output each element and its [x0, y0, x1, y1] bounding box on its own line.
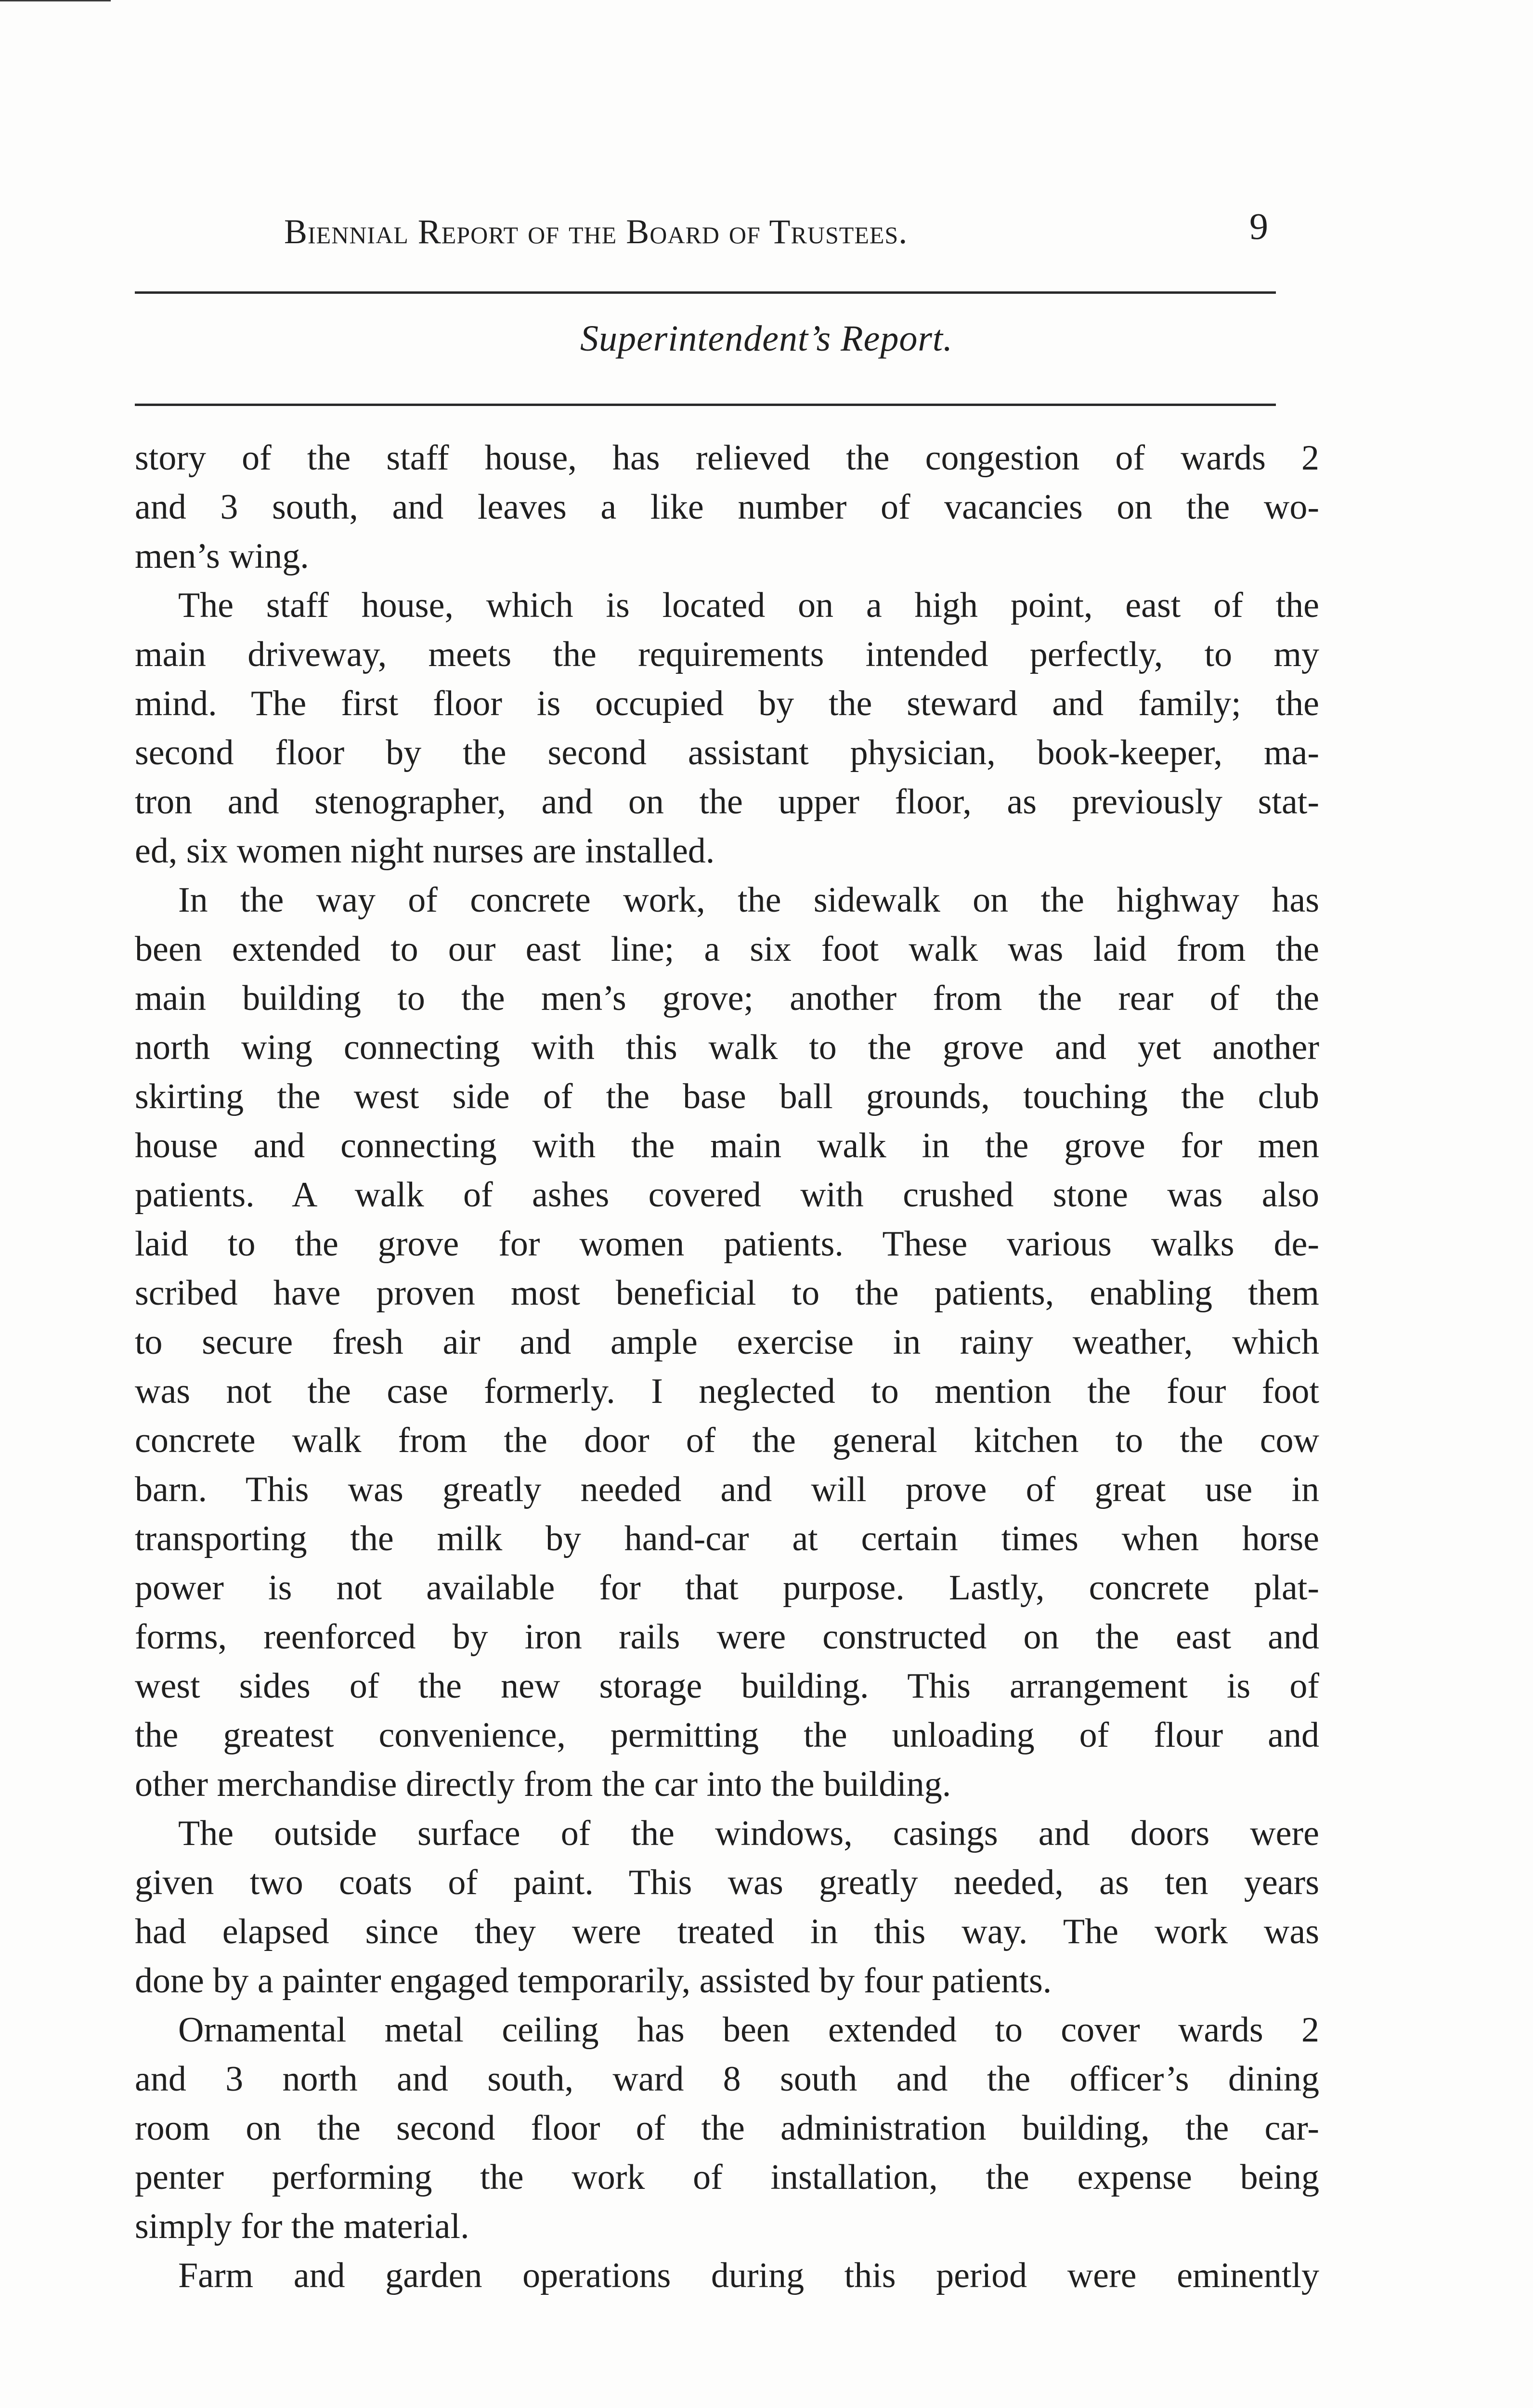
text-line: men’s wing.: [135, 537, 309, 576]
text-line: was not the case formerly. I neglected to mention the four foot: [135, 1372, 1319, 1411]
text-line: second floor by the second assistant physician, book-keeper, ma-: [135, 733, 1319, 772]
text-line: power is not available for that purpose. Lastly, concrete plat-: [135, 1568, 1319, 1608]
text-line: been extended to our east line; a six foot walk was laid from the: [135, 929, 1319, 969]
paragraph-first-line: Ornamental metal ceiling has been extended to cover wards 2: [178, 2010, 1319, 2050]
paragraph-first-line: The staff house, which is located on a high point, east of the: [178, 586, 1319, 625]
body-text: [135, 433, 1319, 2300]
text-line: house and connecting with the main walk in the grove for men: [135, 1126, 1319, 1165]
text-line: patients. A walk of ashes covered with crushed stone was also: [135, 1175, 1319, 1215]
section-heading: Superintendent’s Report.: [580, 318, 953, 359]
running-head-title: Biennial Report of the Board of Trustees.: [284, 212, 908, 251]
text-line: north wing connecting with this walk to the grove and yet another: [135, 1028, 1319, 1067]
scan-corner-mark: [0, 0, 111, 1]
text-line: simply for the material.: [135, 2207, 469, 2246]
text-line: had elapsed since they were treated in this way. The work was: [135, 1912, 1319, 1951]
header-rule-bottom: [135, 404, 1276, 406]
text-line: to secure fresh air and ample exercise in rainy weather, which: [135, 1322, 1319, 1362]
text-line: and 3 south, and leaves a like number of vacancies on the wo-: [135, 487, 1319, 527]
header-rule-top: [135, 291, 1276, 294]
text-line: and 3 north and south, ward 8 south and the officer’s dining: [135, 2059, 1319, 2099]
text-line: tron and stenographer, and on the upper floor, as previously stat-: [135, 782, 1319, 822]
text-line: done by a painter engaged temporarily, assisted by four patients.: [135, 1961, 1052, 2001]
text-line: barn. This was greatly needed and will prove of great use in: [135, 1470, 1319, 1509]
text-line: given two coats of paint. This was greatly needed, as ten years: [135, 1863, 1319, 1902]
text-line: concrete walk from the door of the general kitchen to the cow: [135, 1421, 1319, 1460]
text-line: mind. The first floor is occupied by the steward and family; the: [135, 684, 1319, 723]
text-line: story of the staff house, has relieved the congestion of wards 2: [135, 438, 1319, 478]
text-line: ed, six women night nurses are installed.: [135, 831, 715, 871]
text-line: other merchandise directly from the car into the building.: [135, 1765, 951, 1804]
paragraph-first-line: The outside surface of the windows, casings and doors were: [178, 1814, 1319, 1853]
text-line: transporting the milk by hand-car at certain times when horse: [135, 1519, 1319, 1558]
text-line: west sides of the new storage building. This arrangement is of: [135, 1666, 1319, 1706]
text-line: main driveway, meets the requirements intended perfectly, to my: [135, 635, 1319, 674]
text-line: laid to the grove for women patients. These various walks de-: [135, 1224, 1319, 1264]
page-number: 9: [1249, 205, 1268, 247]
text-line: forms, reenforced by iron rails were constructed on the east and: [135, 1617, 1319, 1657]
text-line: the greatest convenience, permitting the unloading of flour and: [135, 1715, 1319, 1755]
text-line: scribed have proven most beneficial to the patients, enabling them: [135, 1273, 1319, 1313]
text-line: penter performing the work of installation, the expense being: [135, 2158, 1319, 2197]
text-line: room on the second floor of the administration building, the car-: [135, 2108, 1319, 2148]
text-line: skirting the west side of the base ball grounds, touching the club: [135, 1077, 1319, 1116]
paragraph-first-line: Farm and garden operations during this period were eminently: [178, 2256, 1319, 2295]
text-line: main building to the men’s grove; another from the rear of the: [135, 979, 1319, 1018]
paragraph-first-line: In the way of concrete work, the sidewalk on the highway has: [178, 880, 1319, 920]
